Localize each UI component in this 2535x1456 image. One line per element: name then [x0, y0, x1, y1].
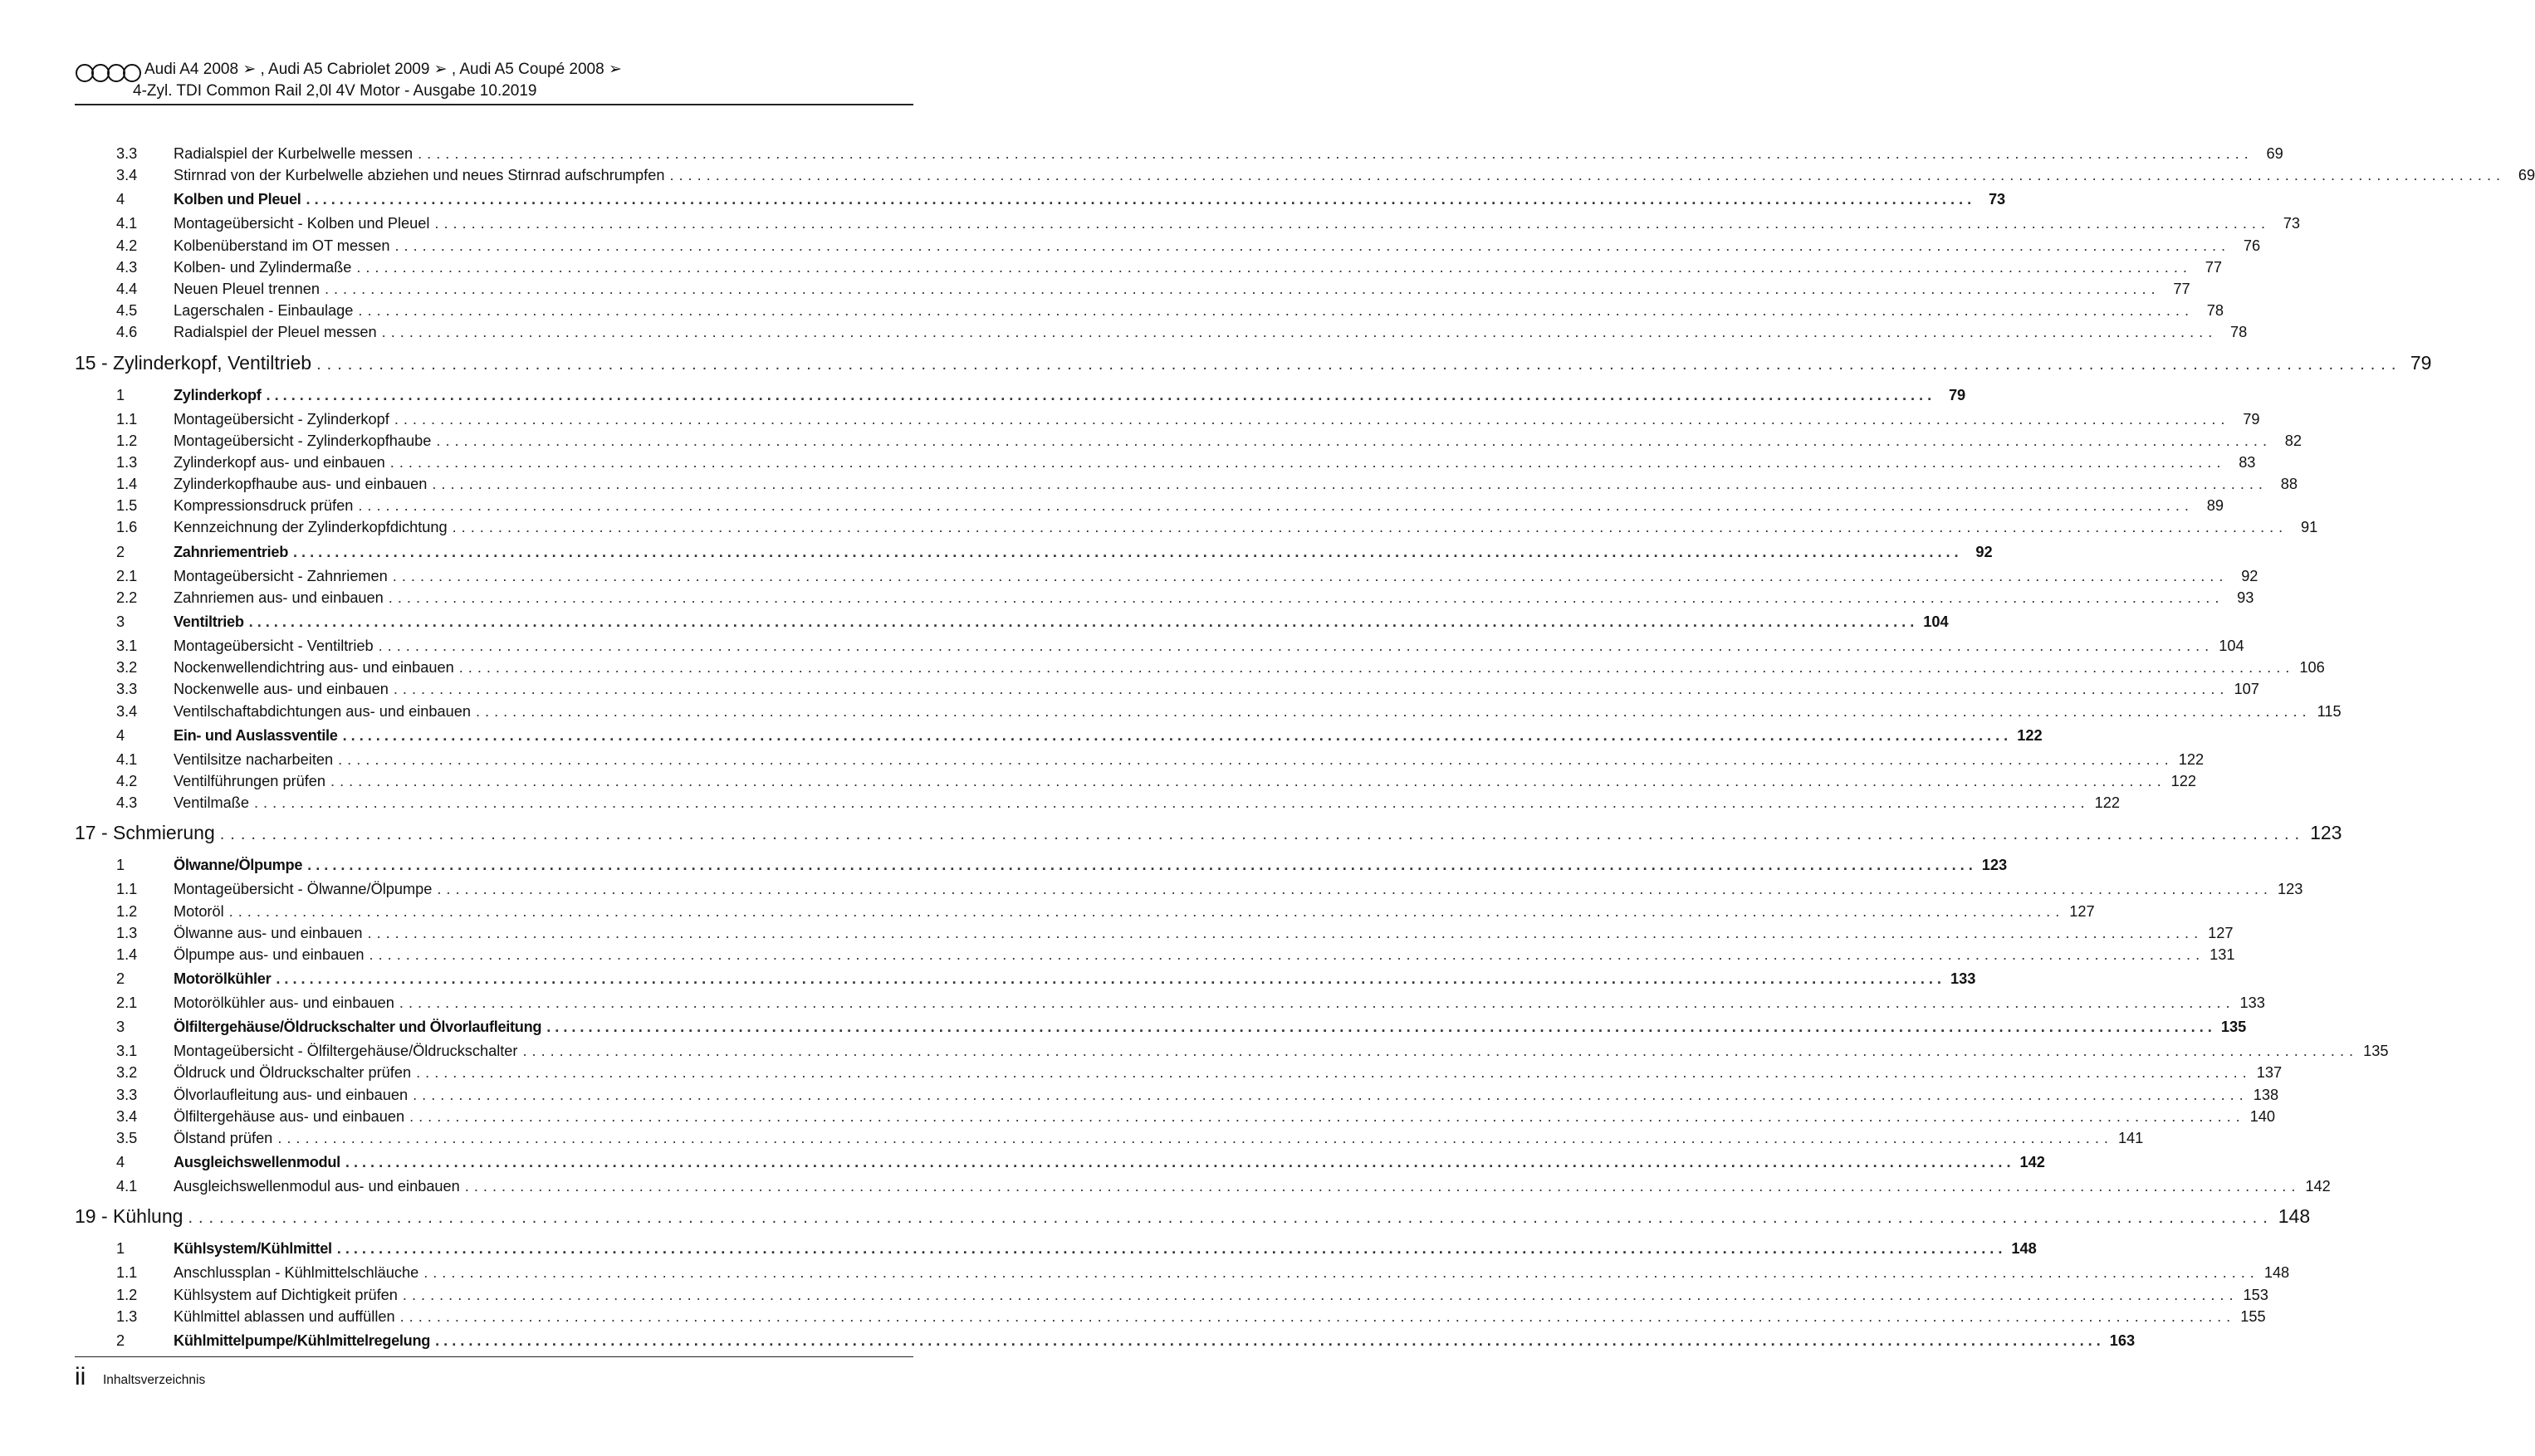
toc-entry-number: 3.3: [116, 145, 138, 162]
toc-subsection-row[interactable]: [75, 1306, 2266, 1327]
toc-entry-number: 4.2: [116, 772, 138, 789]
toc-entry-page: 76: [2243, 237, 2261, 254]
header-rule: [75, 104, 913, 105]
toc-chapter-row[interactable]: [75, 1197, 2311, 1235]
toc-subsection-row[interactable]: [75, 473, 2298, 495]
toc-entry-title: Ein- und Auslassventile: [174, 725, 343, 746]
toc-entry-number: 4.3: [116, 794, 138, 812]
toc-entry-title: Ölwanne/Ölpumpe: [174, 854, 307, 876]
toc-entry-title: Ölfiltergehäuse aus- und einbauen: [174, 1106, 409, 1127]
toc-entry-number: 1.5: [116, 497, 138, 515]
toc-entry-number: 3.1: [116, 638, 138, 654]
toc-entry-number: 2.1: [116, 994, 138, 1012]
toc-entry-page: 122: [2178, 750, 2205, 768]
toc-leader-dots: ........................................................................................................................................................................................................: [389, 453, 2226, 471]
toc-section-row[interactable]: [75, 382, 1966, 408]
toc-leader-dots: ........................................................................................................................................................................................................: [276, 970, 1945, 988]
toc-subsection-row[interactable]: [75, 164, 2535, 186]
page-footer: [75, 1356, 913, 1390]
toc-leader-dots: ........................................................................................................................................................................................................: [418, 145, 2254, 162]
toc-entry-page: 104: [2219, 638, 2244, 654]
toc-entry-page: 133: [2239, 994, 2265, 1012]
toc-leader-dots: ........................................................................................................................................................................................................: [345, 1154, 2015, 1171]
toc-leader-dots: ........................................................................................................................................................................................................: [394, 237, 2231, 254]
toc-entry-title: Kennzeichnung der Zylinderkopfdichtung: [174, 516, 453, 538]
toc-subsection-row[interactable]: [75, 657, 2325, 678]
toc-entry-number: 4.3: [116, 258, 138, 276]
toc-entry-title: Ventilführungen prüfen: [174, 770, 330, 792]
toc-entry-page: 106: [2299, 659, 2325, 677]
toc-entry-number: 2.1: [116, 567, 138, 584]
toc-entry-page: 122: [2017, 726, 2043, 744]
toc-entry-number: 3: [116, 613, 125, 630]
toc-leader-dots: ........................................................................................................................................................................................................: [452, 519, 2288, 536]
toc-entry-page: 131: [2210, 945, 2235, 963]
toc-entry-page: 153: [2243, 1286, 2268, 1303]
toc-entry-number: 4.6: [116, 324, 138, 341]
toc-leader-dots: ........................................................................................................................................................................................................: [266, 386, 1936, 403]
toc-entry-page: 78: [2230, 324, 2248, 341]
toc-subsection-row[interactable]: [75, 565, 2258, 587]
toc-chapter-row[interactable]: [75, 814, 2342, 852]
toc-entry-page: 82: [2284, 432, 2303, 449]
toc-entry-page: 77: [2173, 280, 2190, 297]
toc-entry-title: Ölvorlaufleitung aus- und einbauen: [174, 1084, 413, 1106]
toc-entry-number: 3.1: [116, 1043, 138, 1060]
toc-entry-page: 135: [2363, 1043, 2389, 1060]
toc-subsection-row[interactable]: [75, 321, 2248, 343]
toc-leader-dots: ........................................................................................................................................................................................................: [219, 825, 2306, 844]
toc-leader-dots: ........................................................................................................................................................................................................: [464, 1178, 2301, 1195]
toc-entry-number: 1.3: [116, 453, 138, 471]
toc-leader-dots: ........................................................................................................................................................................................................: [228, 902, 2065, 920]
toc-entry-number: 1.6: [116, 519, 138, 536]
toc-entry-title: Montageübersicht - Zylinderkopf: [174, 408, 394, 430]
toc-entry-title: Ventilsitze nacharbeiten: [174, 749, 338, 770]
toc-entry-number: 4.1: [116, 750, 138, 768]
toc-leader-dots: ........................................................................................................................................................................................................: [369, 945, 2205, 963]
toc-leader-dots: ........................................................................................................................................................................................................: [336, 1240, 2007, 1258]
toc-entry-page: 127: [2069, 902, 2095, 920]
toc-entry-page: 73: [2283, 215, 2301, 232]
toc-entry-page: 104: [1923, 613, 1949, 630]
footer-section-label: Inhaltsverzeichnis: [103, 1373, 206, 1387]
toc-entry-number: 1.1: [116, 410, 138, 428]
toc-section-row[interactable]: [75, 965, 1976, 992]
table-of-contents: [75, 143, 2535, 1354]
toc-entry-page: 142: [2305, 1178, 2331, 1195]
toc-entry-title: Ölstand prüfen: [174, 1127, 277, 1149]
toc-subsection-row[interactable]: [75, 516, 2318, 538]
toc-entry-number: 1: [116, 386, 125, 403]
toc-subsection-row[interactable]: [75, 300, 2224, 321]
toc-entry-page: 127: [2208, 924, 2234, 941]
header-vehicle-line: Audi A4 2008 ➢ , Audi A5 Cabriolet 2009 ➢ , Audi A5 Coupé 2008 ➢: [144, 61, 622, 78]
toc-entry-number: 1: [116, 857, 125, 874]
toc-entry-number: 1.1: [116, 881, 138, 898]
toc-entry-number: 1.1: [116, 1264, 138, 1282]
toc-leader-dots: ........................................................................................................................................................................................................: [342, 726, 2013, 744]
toc-entry-page: 89: [2206, 497, 2224, 515]
toc-entry-page: 83: [2239, 453, 2256, 471]
toc-entry-page: 140: [2249, 1107, 2276, 1125]
header-engine-line: 4-Zyl. TDI Common Rail 2,0l 4V Motor - Ausgabe 10.2019: [133, 82, 537, 100]
toc-entry-page: 77: [2205, 258, 2222, 276]
toc-entry-title: Ventiltrieb: [174, 611, 249, 633]
toc-entry-title: Zahnriementrieb: [174, 541, 293, 563]
toc-leader-dots: ........................................................................................................................................................................................................: [306, 191, 1976, 208]
toc-entry-number: 4.1: [116, 215, 138, 232]
toc-chapter-row[interactable]: [75, 344, 2432, 382]
toc-leader-dots: ........................................................................................................................................................................................................: [402, 1286, 2239, 1303]
toc-leader-dots: ........................................................................................................................................................................................................: [522, 1043, 2359, 1060]
toc-entry-title: Zylinderkopf: [174, 384, 267, 406]
toc-entry-page: 135: [2220, 1019, 2247, 1036]
toc-entry-title: Ausgleichswellenmodul: [174, 1151, 345, 1173]
toc-entry-title: Ölwanne aus- und einbauen: [174, 922, 368, 944]
toc-leader-dots: ........................................................................................................................................................................................................: [437, 881, 2273, 898]
toc-entry-page: 79: [2410, 351, 2432, 374]
toc-section-row[interactable]: [75, 1149, 2045, 1175]
toc-entry-page: 69: [2266, 145, 2283, 162]
toc-leader-dots: ........................................................................................................................................................................................................: [416, 1064, 2252, 1082]
toc-entry-number: 4.5: [116, 302, 138, 320]
toc-section-row[interactable]: [75, 1014, 2247, 1040]
toc-entry-number: 3.4: [116, 167, 138, 184]
toc-entry-title: Kolben- und Zylindermaße: [174, 257, 356, 278]
toc-section-row[interactable]: [75, 722, 2043, 749]
toc-entry-page: 88: [2280, 476, 2298, 493]
toc-subsection-row[interactable]: [75, 278, 2190, 300]
toc-entry-page: 155: [2240, 1307, 2266, 1325]
toc-entry-title: Nockenwellendichtring aus- und einbauen: [174, 657, 459, 678]
toc-subsection-row[interactable]: [75, 1175, 2331, 1197]
toc-entry-title: Ölpumpe aus- und einbauen: [174, 944, 369, 965]
toc-leader-dots: ........................................................................................................................................................................................................: [435, 1331, 2105, 1349]
toc-subsection-row[interactable]: [75, 1106, 2276, 1127]
toc-subsection-row[interactable]: [75, 770, 2197, 792]
toc-entry-number: 4: [116, 191, 125, 208]
footer-rule: [75, 1356, 913, 1357]
toc-subsection-row[interactable]: [75, 408, 2260, 430]
toc-entry-number: 3.4: [116, 702, 138, 720]
toc-section-row[interactable]: [75, 539, 1993, 565]
toc-entry-title: Ventilschaftabdichtungen aus- und einbauen: [174, 701, 476, 722]
toc-entry-number: 3.2: [116, 659, 138, 677]
toc-entry-title: Nockenwelle aus- und einbauen: [174, 678, 394, 700]
toc-entry-title: Zylinderkopfhaube aus- und einbauen: [174, 473, 432, 495]
toc-entry-title: Montageübersicht - Kolben und Pleuel: [174, 213, 434, 234]
toc-entry-title: Zahnriemen aus- und einbauen: [174, 587, 389, 608]
toc-leader-dots: ........................................................................................................................................................................................................: [388, 589, 2224, 606]
toc-entry-number: 2: [116, 970, 125, 988]
toc-entry-title: Motorölkühler: [174, 968, 276, 989]
toc-subsection-row[interactable]: [75, 143, 2283, 164]
toc-entry-title: Kühlmittelpumpe/Kühlmittelregelung: [174, 1330, 435, 1351]
toc-subsection-row[interactable]: [75, 944, 2235, 965]
toc-entry-page: 115: [2317, 702, 2342, 720]
toc-subsection-row[interactable]: [75, 749, 2205, 770]
toc-entry-title: Motorölkühler aus- und einbauen: [174, 992, 399, 1014]
toc-subsection-row[interactable]: [75, 1040, 2389, 1062]
toc-leader-dots: ........................................................................................................................................................................................................: [432, 476, 2268, 493]
toc-subsection-row[interactable]: [75, 792, 2120, 814]
toc-entry-number: 3.3: [116, 1086, 138, 1103]
toc-entry-title: Radialspiel der Kurbelwelle messen: [174, 143, 418, 164]
toc-entry-page: 92: [2241, 567, 2258, 584]
toc-leader-dots: ........................................................................................................................................................................................................: [458, 659, 2295, 677]
toc-leader-dots: ........................................................................................................................................................................................................: [330, 772, 2166, 789]
toc-subsection-row[interactable]: [75, 495, 2224, 516]
toc-entry-page: 122: [2094, 794, 2120, 812]
toc-entry-number: 4.4: [116, 280, 138, 297]
toc-entry-page: 93: [2237, 589, 2254, 606]
toc-entry-number: 1.4: [116, 945, 138, 963]
toc-subsection-row[interactable]: [75, 992, 2265, 1014]
toc-subsection-row[interactable]: [75, 452, 2256, 473]
toc-entry-title: Öldruck und Öldruckschalter prüfen: [174, 1062, 416, 1083]
toc-leader-dots: ........................................................................................................................................................................................................: [277, 1130, 2113, 1146]
toc-entry-page: 123: [2310, 822, 2342, 844]
toc-entry-page: 137: [2256, 1064, 2283, 1082]
toc-entry-number: 1: [116, 1240, 125, 1258]
toc-leader-dots: ........................................................................................................................................................................................................: [546, 1019, 2216, 1036]
toc-entry-number: 3.3: [116, 681, 138, 698]
toc-entry-title: Kolbenüberstand im OT messen: [174, 235, 395, 257]
toc-entry-page: 148: [2278, 1205, 2311, 1228]
toc-entry-title: Montageübersicht - Zylinderkopfhaube: [174, 430, 436, 452]
toc-leader-dots: ........................................................................................................................................................................................................: [399, 1307, 2236, 1325]
toc-entry-number: 3.4: [116, 1107, 138, 1125]
toc-entry-title: Anschlussplan - Kühlmittelschläuche: [174, 1262, 423, 1283]
toc-entry-title: 15 - Zylinderkopf, Ventiltrieb: [75, 349, 316, 377]
toc-entry-page: 69: [2518, 167, 2535, 184]
toc-entry-number: 4.2: [116, 237, 138, 254]
toc-entry-title: Stirnrad von der Kurbelwelle abziehen und neues Stirnrad aufschrumpfen: [174, 164, 669, 186]
toc-entry-number: 1.4: [116, 476, 138, 493]
toc-entry-title: Ventilmaße: [174, 792, 254, 814]
toc-leader-dots: ........................................................................................................................................................................................................: [324, 280, 2161, 297]
toc-entry-title: 17 - Schmierung: [75, 818, 220, 847]
toc-leader-dots: ........................................................................................................................................................................................................: [358, 497, 2194, 515]
toc-leader-dots: ........................................................................................................................................................................................................: [307, 857, 1977, 874]
toc-entry-page: 79: [2243, 410, 2260, 428]
toc-leader-dots: ........................................................................................................................................................................................................: [378, 638, 2214, 654]
toc-leader-dots: ........................................................................................................................................................................................................: [356, 258, 2192, 276]
toc-entry-page: 133: [1950, 970, 1976, 988]
toc-leader-dots: ........................................................................................................................................................................................................: [293, 543, 1963, 560]
toc-section-row[interactable]: [75, 608, 1949, 635]
toc-section-row[interactable]: [75, 186, 2006, 213]
toc-entry-number: 4: [116, 1154, 125, 1171]
toc-leader-dots: ........................................................................................................................................................................................................: [316, 354, 2402, 374]
toc-subsection-row[interactable]: [75, 635, 2244, 657]
toc-subsection-row[interactable]: [75, 213, 2301, 234]
toc-leader-dots: ........................................................................................................................................................................................................: [436, 432, 2273, 449]
toc-section-row[interactable]: [75, 1235, 2037, 1262]
toc-entry-page: 148: [2263, 1264, 2290, 1282]
toc-entry-title: Ausgleichswellenmodul aus- und einbauen: [174, 1175, 465, 1197]
toc-entry-page: 141: [2117, 1130, 2144, 1146]
toc-entry-number: 1.3: [116, 1307, 138, 1325]
toc-entry-page: 148: [2011, 1240, 2037, 1258]
page-header: [75, 60, 913, 106]
toc-entry-title: Montageübersicht - Ölwanne/Ölpumpe: [174, 878, 437, 900]
toc-entry-page: 78: [2206, 302, 2224, 320]
toc-entry-title: 19 - Kühlung: [75, 1202, 188, 1230]
toc-entry-page: 73: [1988, 191, 2006, 208]
toc-entry-page: 123: [1981, 857, 2008, 874]
toc-subsection-row[interactable]: [75, 1127, 2144, 1149]
toc-entry-title: Radialspiel der Pleuel messen: [174, 321, 382, 343]
toc-entry-title: Kühlmittel ablassen und auffüllen: [174, 1306, 400, 1327]
toc-entry-title: Montageübersicht - Ölfiltergehäuse/Öldruckschalter: [174, 1040, 522, 1062]
toc-subsection-row[interactable]: [75, 678, 2259, 700]
toc-subsection-row[interactable]: [75, 1062, 2283, 1083]
toc-leader-dots: ........................................................................................................................................................................................................: [381, 324, 2218, 341]
toc-leader-dots: ........................................................................................................................................................................................................: [392, 567, 2229, 584]
toc-leader-dots: ........................................................................................................................................................................................................: [409, 1107, 2245, 1125]
toc-entry-number: 3.2: [116, 1064, 138, 1082]
toc-subsection-row[interactable]: [75, 1262, 2290, 1283]
toc-entry-title: Kompressionsdruck prüfen: [174, 495, 358, 516]
toc-entry-number: 4.1: [116, 1178, 138, 1195]
toc-subsection-row[interactable]: [75, 587, 2254, 608]
toc-entry-number: 2: [116, 543, 125, 560]
toc-subsection-row[interactable]: [75, 1284, 2268, 1306]
toc-entry-number: 1.2: [116, 902, 138, 920]
toc-leader-dots: ........................................................................................................................................................................................................: [188, 1209, 2273, 1228]
toc-entry-title: Zylinderkopf aus- und einbauen: [174, 452, 390, 473]
toc-leader-dots: ........................................................................................................................................................................................................: [413, 1086, 2249, 1103]
audi-rings-logo: [75, 63, 143, 83]
toc-leader-dots: ........................................................................................................................................................................................................: [358, 302, 2195, 320]
toc-subsection-row[interactable]: [75, 1084, 2279, 1106]
toc-entry-title: Kolben und Pleuel: [174, 188, 306, 210]
toc-entry-title: Montageübersicht - Ventiltrieb: [174, 635, 379, 657]
toc-entry-page: 92: [1975, 543, 1993, 560]
toc-subsection-row[interactable]: [75, 235, 2261, 257]
toc-entry-page: 142: [2019, 1154, 2045, 1171]
toc-leader-dots: ........................................................................................................................................................................................................: [423, 1264, 2259, 1282]
toc-leader-dots: ........................................................................................................................................................................................................: [434, 215, 2271, 232]
toc-entry-page: 138: [2253, 1086, 2279, 1103]
toc-entry-page: 107: [2234, 681, 2259, 698]
toc-subsection-row[interactable]: [75, 901, 2095, 922]
toc-entry-number: 4: [116, 726, 125, 744]
toc-entry-number: 1.2: [116, 432, 138, 449]
toc-subsection-row[interactable]: [75, 701, 2342, 722]
toc-entry-title: Kühlsystem/Kühlmittel: [174, 1238, 337, 1259]
toc-entry-number: 2: [116, 1331, 125, 1349]
toc-leader-dots: ........................................................................................................................................................................................................: [399, 994, 2235, 1012]
footer-page-number: ii: [75, 1363, 86, 1390]
toc-leader-dots: ........................................................................................................................................................................................................: [367, 924, 2204, 941]
toc-leader-dots: ........................................................................................................................................................................................................: [475, 702, 2312, 720]
toc-subsection-row[interactable]: [75, 257, 2222, 278]
toc-entry-number: 1.3: [116, 924, 138, 941]
toc-leader-dots: ........................................................................................................................................................................................................: [253, 794, 2090, 812]
toc-subsection-row[interactable]: [75, 922, 2234, 944]
toc-entry-number: 1.2: [116, 1286, 138, 1303]
toc-entry-title: Ölfiltergehäuse/Öldruckschalter und Ölvorlaufleitung: [174, 1016, 546, 1038]
toc-leader-dots: ........................................................................................................................................................................................................: [248, 613, 1919, 630]
toc-leader-dots: ........................................................................................................................................................................................................: [338, 750, 2174, 768]
toc-entry-number: 2.2: [116, 589, 138, 606]
toc-entry-title: Kühlsystem auf Dichtigkeit prüfen: [174, 1284, 403, 1306]
toc-entry-number: 3: [116, 1019, 125, 1036]
toc-leader-dots: ........................................................................................................................................................................................................: [669, 167, 2506, 184]
toc-section-row[interactable]: [75, 852, 2008, 878]
toc-entry-page: 122: [2170, 772, 2197, 789]
toc-leader-dots: ........................................................................................................................................................................................................: [393, 681, 2229, 698]
toc-entry-page: 163: [2109, 1331, 2136, 1349]
toc-entry-title: Motoröl: [174, 901, 229, 922]
toc-subsection-row[interactable]: [75, 430, 2303, 452]
toc-entry-page: 123: [2278, 881, 2303, 898]
toc-entry-title: Neuen Pleuel trennen: [174, 278, 325, 300]
toc-leader-dots: ........................................................................................................................................................................................................: [394, 410, 2230, 428]
toc-entry-page: 79: [1948, 386, 1966, 403]
toc-subsection-row[interactable]: [75, 878, 2303, 900]
toc-entry-title: Montageübersicht - Zahnriemen: [174, 565, 393, 587]
toc-entry-page: 91: [2301, 519, 2318, 536]
toc-entry-number: 3.5: [116, 1130, 138, 1146]
toc-entry-title: Lagerschalen - Einbaulage: [174, 300, 358, 321]
toc-section-row[interactable]: [75, 1327, 2136, 1354]
